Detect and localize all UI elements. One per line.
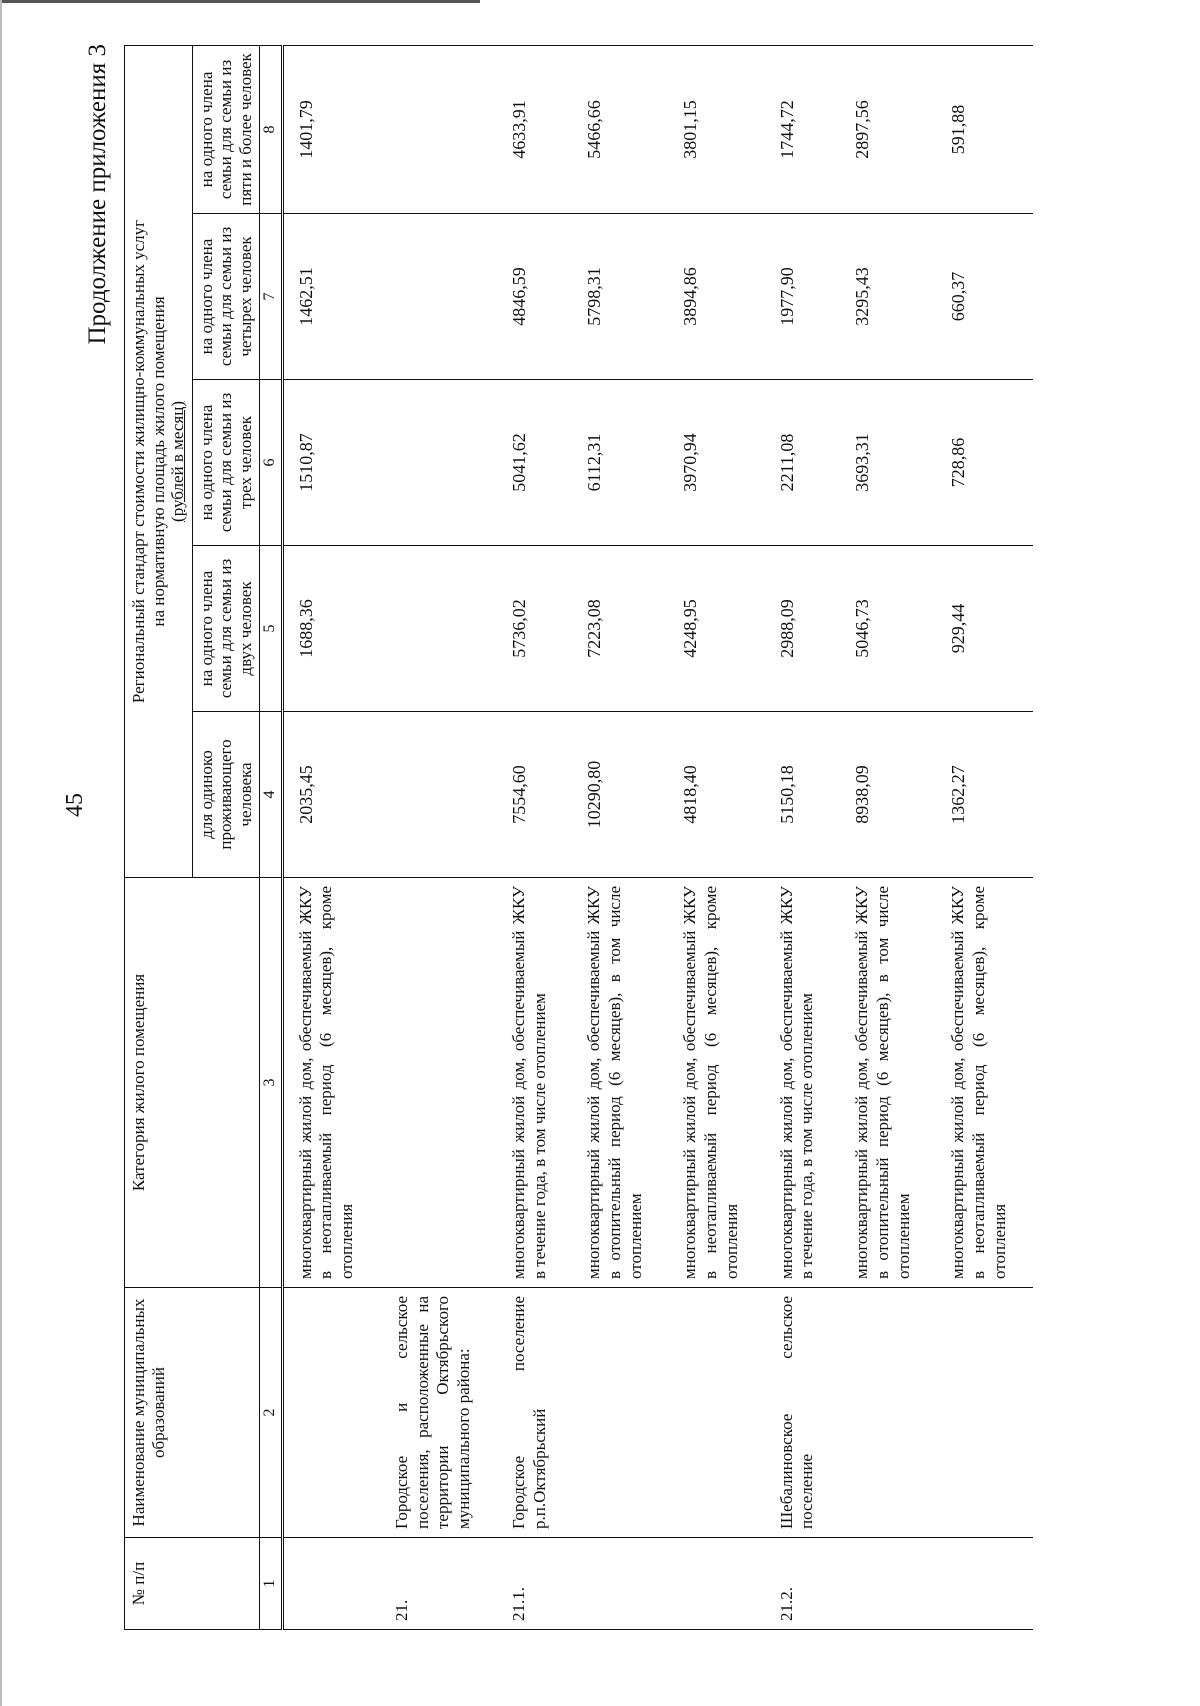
value-four: 5798,31: [572, 214, 668, 380]
housing-category: многоквартирный жилой дом, обеспечиваемый ЖКУ в неотапливаемый период (6 месяцев), кроме отопления: [936, 878, 1032, 1288]
value-single: 1362,27: [936, 712, 1032, 878]
row-number: [668, 1538, 764, 1630]
value-five: 1401,79: [282, 45, 380, 213]
column-number: 2: [260, 1288, 282, 1538]
value-two: [380, 546, 497, 712]
row-number: 21.: [380, 1538, 497, 1630]
value-four: [380, 214, 497, 380]
column-number: 4: [260, 712, 282, 878]
value-five: 1744,72: [765, 45, 840, 213]
municipality-name: Городское и сельское поселения, расположенные на территории Октябрьского муниципального района:: [380, 1288, 497, 1538]
value-two: 7223,08: [572, 546, 668, 712]
value-three: 3970,94: [668, 380, 764, 546]
value-five: 5466,66: [572, 45, 668, 213]
header-five: на одного члена семьи для семьи из пяти и более человек: [192, 45, 260, 213]
municipality-name: Шебалиновское сельское поселение: [765, 1288, 840, 1538]
header-group: [125, 45, 193, 877]
table-row: [765, 45, 840, 1629]
value-three: 3693,31: [840, 380, 936, 546]
header-three: на одного члена семьи для семьи из трех человек: [192, 380, 260, 546]
value-three: 2211,08: [765, 380, 840, 546]
value-five: 591,88: [936, 45, 1032, 213]
value-three: 1510,87: [282, 380, 380, 546]
value-two: 2988,09: [765, 546, 840, 712]
continuation-title: Продолжение приложения 3: [84, 44, 111, 345]
value-two: 5046,73: [840, 546, 936, 712]
header-name: Наименование муниципальных образований: [125, 1288, 260, 1538]
row-number: [840, 1538, 936, 1630]
housing-category: многоквартирный жилой дом, обеспечиваемый ЖКУ в течение года, в том числе отоплением: [765, 878, 840, 1288]
value-four: 1977,90: [765, 214, 840, 380]
header-group-line2: на нормативную площадь жилого помещения: [148, 296, 168, 627]
column-number: 5: [260, 546, 282, 712]
column-number: 3: [260, 878, 282, 1288]
column-number: 6: [260, 380, 282, 546]
housing-category: многоквартирный жилой дом, обеспечиваемый ЖКУ в неотапливаемый период (6 месяцев), кроме отопления: [282, 878, 380, 1288]
column-number: 8: [260, 45, 282, 213]
value-single: 7554,60: [497, 712, 572, 878]
header-four: на одного члена семьи для семьи из четырех человек: [192, 214, 260, 380]
value-single: 10290,80: [572, 712, 668, 878]
housing-category: многоквартирный жилой дом, обеспечиваемый ЖКУ в отопительный период (6 месяцев), в том числе отоплением: [572, 878, 668, 1288]
table-row: [668, 45, 764, 1629]
page-number: 45: [62, 793, 88, 817]
row-number: [936, 1538, 1032, 1630]
housing-category: [380, 878, 497, 1288]
municipality-name: [840, 1288, 936, 1538]
column-number: 1: [260, 1538, 282, 1630]
table-row: [840, 45, 936, 1629]
value-five: 3801,15: [668, 45, 764, 213]
value-two: 1688,36: [282, 546, 380, 712]
table-row: [497, 45, 572, 1629]
scan-edge-top: [0, 0, 480, 3]
municipality-name: [668, 1288, 764, 1538]
value-single: 8938,09: [840, 712, 936, 878]
value-two: 5736,02: [497, 546, 572, 712]
row-number: [282, 1538, 380, 1630]
header-group-line3: (рублей в месяц): [168, 401, 188, 522]
value-three: [380, 380, 497, 546]
table-row: [572, 45, 668, 1629]
value-four: 3295,43: [840, 214, 936, 380]
housing-category: многоквартирный жилой дом, обеспечиваемый ЖКУ в неотапливаемый период (6 месяцев), кроме отопления: [668, 878, 764, 1288]
municipality-name: [936, 1288, 1032, 1538]
header-num: № п/п: [125, 1538, 260, 1630]
value-five: 2897,56: [840, 45, 936, 213]
row-number: [572, 1538, 668, 1630]
municipality-name: [282, 1288, 380, 1538]
row-number: 21.1.: [497, 1538, 572, 1630]
value-two: 4248,95: [668, 546, 764, 712]
header-category: Категория жилого помещения: [125, 878, 260, 1288]
municipality-name: Городское поселение р.п.Октябрьский: [497, 1288, 572, 1538]
value-single: [380, 712, 497, 878]
value-five: [380, 45, 497, 213]
value-three: 6112,31: [572, 380, 668, 546]
value-four: 1462,51: [282, 214, 380, 380]
value-single: 4818,40: [668, 712, 764, 878]
header-two: на одного члена семьи для семьи из двух человек: [192, 546, 260, 712]
municipality-name: [572, 1288, 668, 1538]
rotated-page: [0, 10, 1200, 1690]
value-five: 4633,91: [497, 45, 572, 213]
table-row: [936, 45, 1032, 1629]
value-four: 4846,59: [497, 214, 572, 380]
column-number: 7: [260, 214, 282, 380]
value-single: 2035,45: [282, 712, 380, 878]
value-three: 728,86: [936, 380, 1032, 546]
header-group-line1: Региональный стандарт стоимости жилищно-коммунальных услуг: [129, 219, 148, 704]
housing-category: многоквартирный жилой дом, обеспечиваемый ЖКУ в течение года, в том числе отоплением: [497, 878, 572, 1288]
value-four: 3894,86: [668, 214, 764, 380]
value-three: 5041,62: [497, 380, 572, 546]
value-single: 5150,18: [765, 712, 840, 878]
housing-category: многоквартирный жилой дом, обеспечиваемый ЖКУ в отопительный период (6 месяцев), в том числе отоплением: [840, 878, 936, 1288]
table-row: [282, 45, 380, 1629]
value-two: 929,44: [936, 546, 1032, 712]
row-number: 21.2.: [765, 1538, 840, 1630]
table-row: [380, 45, 497, 1629]
value-four: 660,37: [936, 214, 1032, 380]
header-single: для одиноко проживающего человека: [192, 712, 260, 878]
tariff-table: [124, 45, 1033, 1630]
